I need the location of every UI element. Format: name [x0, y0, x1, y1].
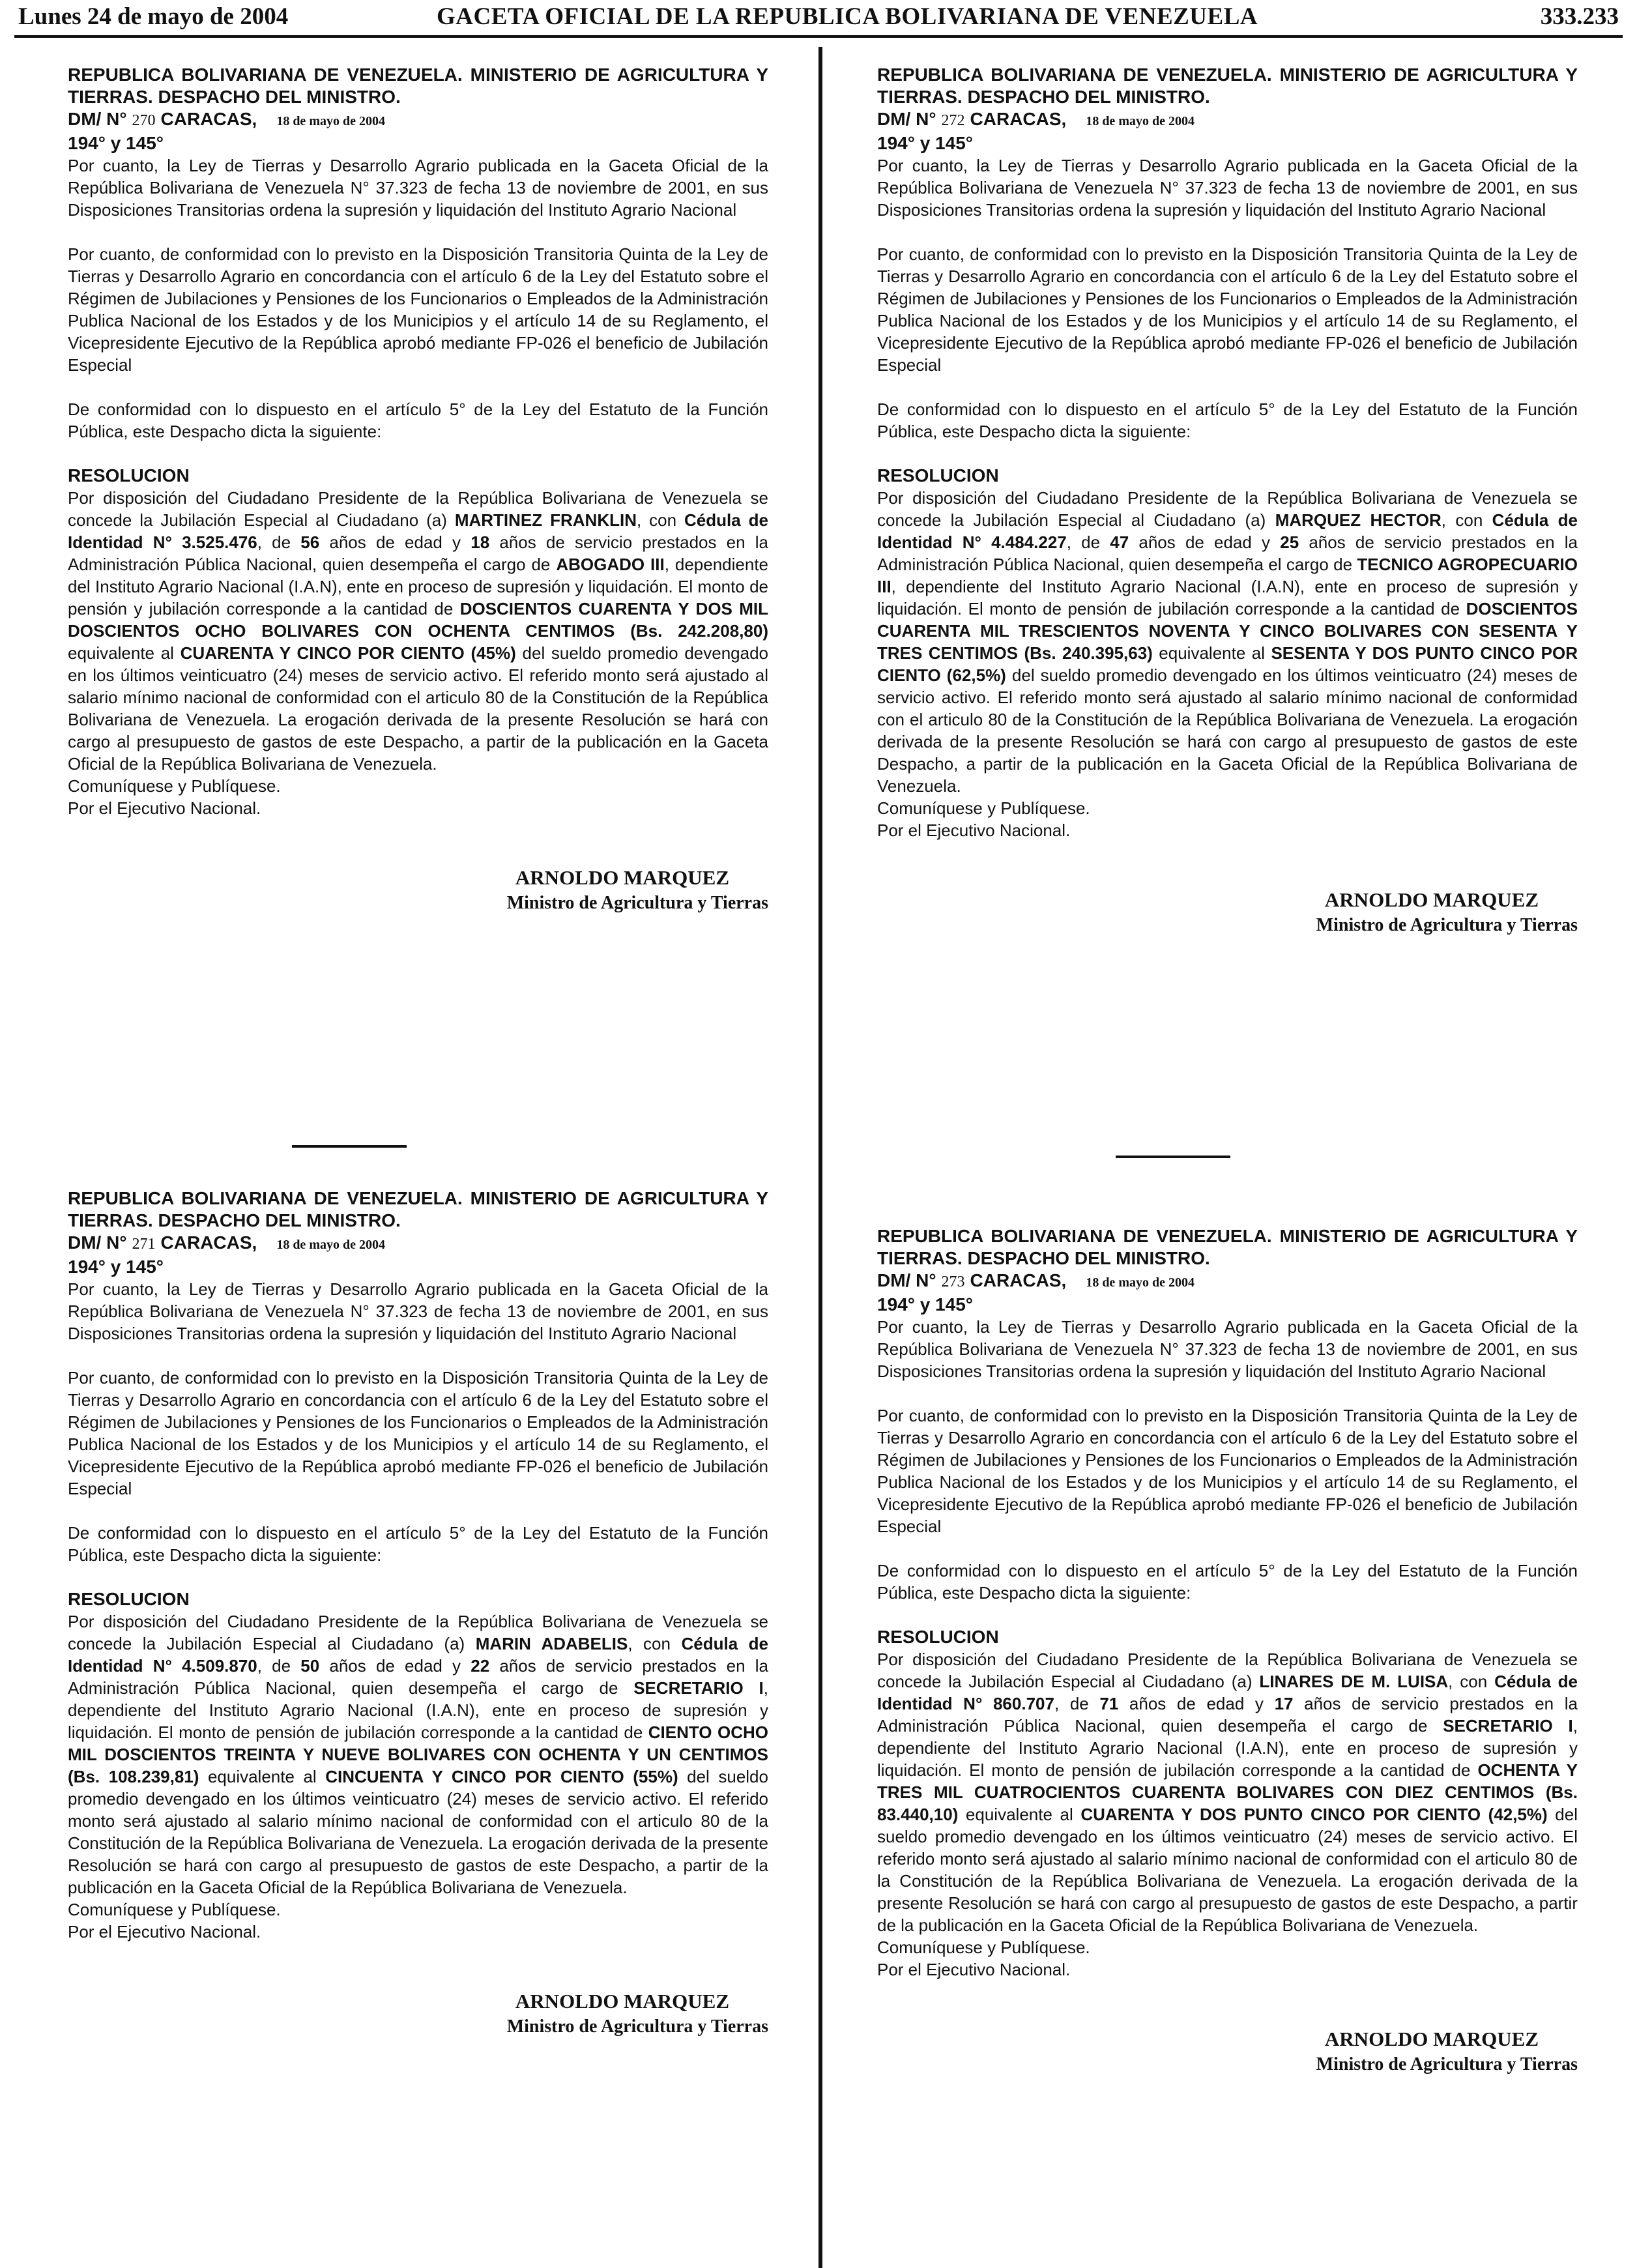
body-text: , con: [1448, 1672, 1495, 1691]
comuniquese-line: Comuníquese y Publíquese.: [877, 1938, 1090, 1957]
resolution-number: 273: [941, 1273, 965, 1290]
signer-role: Ministro de Agricultura y Tierras: [1316, 2054, 1578, 2074]
emphasis-text: Cédula de Identidad N° 860.707: [877, 1672, 1578, 1713]
signer-name: ARNOLDO MARQUEZ: [515, 1990, 729, 2013]
body-text: años de edad y: [1118, 1694, 1275, 1713]
body-text: años de servicio prestados en la Administración Pública Nacional, quien desempeña el cargo de: [877, 1694, 1578, 1736]
body-text: , de: [1066, 532, 1110, 552]
body-text: años de servicio prestados en la Administración Pública Nacional, quien desempeña el cargo de: [68, 1656, 769, 1698]
city-label: CARACAS,: [160, 1232, 257, 1253]
resolution-body: [877, 1648, 1578, 1936]
body-text: del sueldo promedio devengado en los últimos veinticuatro (24) meses de servicio activo. El referido monto será ajustado al salario mínimo nacional de conformidad con el articulo 80 de la Constitución de la República Bolivariana de Venezuela. La erogación derivada de la presente Resolución se hará con cargo al presupuesto de gastos de este Despacho, a partir de la publicación en la Gaceta Oficial de la República Bolivariana de Venezuela.: [68, 643, 769, 774]
considerando-1: Por cuanto, la Ley de Tierras y Desarrollo Agrario publicada en la Gaceta Oficial de la República Bolivariana de Venezuela N° 37.323 de fecha 13 de noviembre de 2001, en sus Disposiciones Transitorias ordena la supresión y liquidación del Instituto Agrario Nacional: [68, 1279, 768, 1343]
emphasis-text: CUARENTA Y CINCO POR CIENTO (45%): [180, 643, 516, 663]
comuniquese-line: Comuníquese y Publíquese.: [68, 776, 281, 796]
resolution-heading: [877, 64, 1578, 132]
page-number: 333.233: [1540, 3, 1619, 30]
separator-rule: [292, 1145, 407, 1148]
body-text: Por disposición del Ciudadano Presidente de la República Bolivariana de Venezuela se concede la Jubilación Especial al Ciudadano (a): [68, 1612, 768, 1653]
emphasis-text: DOSCIENTOS CUARENTA MIL TRESCIENTOS NOVENTA Y CINCO BOLIVARES CON SESENTA Y TRES CENTIMOS (Bs. 240.395,63): [877, 599, 1578, 663]
signer-role: Ministro de Agricultura y Tierras: [506, 2016, 768, 2037]
considerando-1: Por cuanto, la Ley de Tierras y Desarrollo Agrario publicada en la Gaceta Oficial de la República Bolivariana de Venezuela N° 37.323 de fecha 13 de noviembre de 2001, en sus Disposiciones Transitorias ordena la supresión y liquidación del Instituto Agrario Nacional: [877, 1317, 1578, 1381]
heading-text: REPUBLICA BOLIVARIANA DE VENEZUELA. MINISTERIO DE AGRICULTURA Y TIERRAS. DESPACHO DEL MINISTRO.: [68, 1188, 768, 1230]
body-text: Por disposición del Ciudadano Presidente de la República Bolivariana de Venezuela se concede la Jubilación Especial al Ciudadano (a): [68, 488, 768, 530]
dm-label: DM/ N°: [68, 109, 127, 129]
body-text: , dependiente del Instituto Agrario Nacional (I.A.N), ente en proceso de supresión y liquidación. El monto de pensión de jubilación corresponde a la cantidad de: [877, 1716, 1578, 1780]
emphasis-text: 50: [300, 1656, 320, 1676]
gazette-title: GACETA OFICIAL DE LA REPUBLICA BOLIVARIANA DE VENEZUELA: [437, 3, 1258, 30]
comuniquese-line: Comuníquese y Publíquese.: [877, 798, 1090, 818]
resolution-number: 272: [941, 112, 965, 129]
body-text: años de edad y: [1129, 532, 1281, 552]
body-text: años de edad y: [319, 532, 471, 552]
dm-label: DM/ N°: [877, 109, 936, 129]
heading-text: REPUBLICA BOLIVARIANA DE VENEZUELA. MINISTERIO DE AGRICULTURA Y TIERRAS. DESPACHO DEL MINISTRO.: [877, 65, 1578, 107]
emphasis-text: MARIN ADABELIS: [475, 1634, 628, 1653]
emphasis-text: SESENTA Y DOS PUNTO CINCO POR CIENTO (62,5%): [877, 643, 1578, 685]
considerando-3: De conformidad con lo dispuesto en el artículo 5° de la Ley del Estatuto de la Función Pública, este Despacho dicta la siguiente:: [877, 400, 1578, 441]
considerando-1: Por cuanto, la Ley de Tierras y Desarrollo Agrario publicada en la Gaceta Oficial de la República Bolivariana de Venezuela N° 37.323 de fecha 13 de noviembre de 2001, en sus Disposiciones Transitorias ordena la supresión y liquidación del Instituto Agrario Nacional: [68, 156, 768, 220]
body-text: Por disposición del Ciudadano Presidente de la República Bolivariana de Venezuela se concede la Jubilación Especial al Ciudadano (a): [877, 1650, 1578, 1691]
resolution-label: RESOLUCION: [877, 465, 999, 486]
signer-role: Ministro de Agricultura y Tierras: [506, 893, 768, 913]
ejecutivo-line: Por el Ejecutivo Nacional.: [68, 798, 261, 818]
resolution-date: 18 de mayo de 2004: [1086, 114, 1195, 128]
emphasis-text: TECNICO AGROPECUARIO III: [877, 555, 1578, 596]
dm-label: DM/ N°: [877, 1270, 936, 1290]
body-text: años de servicio prestados en la Administración Pública Nacional, quien desempeña el cargo de: [877, 532, 1578, 574]
resolution-number: 271: [132, 1236, 156, 1253]
emphasis-text: MARQUEZ HECTOR: [1275, 510, 1441, 530]
comuniquese-line: Comuníquese y Publíquese.: [68, 1900, 281, 1919]
emphasis-text: 17: [1274, 1694, 1294, 1713]
resolution-number: 270: [132, 112, 156, 129]
emphasis-text: Cédula de Identidad N° 4.484.227: [877, 510, 1578, 552]
resolution-heading: [877, 1225, 1578, 1294]
emphasis-text: CINCUENTA Y CINCO POR CIENTO (55%): [325, 1767, 678, 1786]
city-label: CARACAS,: [160, 109, 257, 129]
signer-name: ARNOLDO MARQUEZ: [1324, 2028, 1539, 2050]
gazette-header: [14, 0, 1623, 38]
emphasis-text: SECRETARIO I: [633, 1678, 764, 1698]
signature-block: [68, 865, 768, 916]
ejecutivo-line: Por el Ejecutivo Nacional.: [877, 821, 1071, 840]
considerando-3: De conformidad con lo dispuesto en el artículo 5° de la Ley del Estatuto de la Función Pública, este Despacho dicta la siguiente:: [877, 1561, 1578, 1603]
body-text: años de servicio prestados en la Administración Pública Nacional, quien desempeña el cargo de: [68, 532, 769, 574]
resolution-270: [68, 64, 768, 916]
resolution-body: [68, 1610, 768, 1898]
body-text: años de edad y: [319, 1656, 471, 1676]
body-text: , de: [1054, 1694, 1100, 1713]
body-text: , dependiente del Instituto Agrario Nacional (I.A.N), ente en proceso de supresión y liquidación. El monto de pensión de jubilación corresponde a la cantidad de: [68, 1678, 769, 1742]
emphasis-text: OCHENTA Y TRES MIL CUATROCIENTOS CUARENTA BOLIVARES CON DIEZ CENTIMOS (Bs. 83.440,10): [877, 1760, 1578, 1824]
emphasis-text: Cédula de Identidad N° 3.525.476: [68, 510, 769, 552]
emphasis-text: 25: [1280, 532, 1299, 552]
body-text: , de: [257, 1656, 301, 1676]
column-divider: [818, 47, 822, 2268]
years-line: 194° y 145°: [877, 133, 973, 153]
signature-block: [68, 1988, 768, 2039]
resolution-272: [877, 64, 1578, 938]
body-text: , con: [1441, 510, 1492, 530]
heading-text: REPUBLICA BOLIVARIANA DE VENEZUELA. MINISTERIO DE AGRICULTURA Y TIERRAS. DESPACHO DEL MINISTRO.: [68, 65, 768, 107]
signature-block: [877, 2026, 1578, 2077]
resolution-date: 18 de mayo de 2004: [276, 1238, 385, 1252]
emphasis-text: 22: [471, 1656, 490, 1676]
resolution-heading: [68, 1187, 768, 1256]
emphasis-text: MARTINEZ FRANKLIN: [454, 510, 637, 530]
city-label: CARACAS,: [970, 109, 1067, 129]
emphasis-text: 56: [300, 532, 320, 552]
ejecutivo-line: Por el Ejecutivo Nacional.: [68, 1922, 261, 1941]
emphasis-text: 18: [471, 532, 490, 552]
body-text: del sueldo promedio devengado en los últimos veinticuatro (24) meses de servicio activo. El referido monto será ajustado al salario mínimo nacional de conformidad con el articulo 80 de la Constitución de la República Bolivariana de Venezuela. La erogación derivada de la presente Resolución se hará con cargo al presupuesto de gastos de este Despacho, a partir de la publicación en la Gaceta Oficial de la República Bolivariana de Venezuela.: [877, 665, 1578, 796]
resolution-label: RESOLUCION: [68, 1589, 190, 1609]
years-line: 194° y 145°: [68, 133, 164, 153]
resolution-273: [877, 1225, 1578, 2077]
issue-date: Lunes 24 de mayo de 2004: [18, 3, 289, 30]
considerando-3: De conformidad con lo dispuesto en el artículo 5° de la Ley del Estatuto de la Función Pública, este Despacho dicta la siguiente:: [68, 1523, 768, 1565]
body-text: equivalente al: [199, 1767, 326, 1786]
signer-name: ARNOLDO MARQUEZ: [515, 866, 729, 889]
considerando-2: Por cuanto, de conformidad con lo previsto en la Disposición Transitoria Quinta de la Ley de Tierras y Desarrollo Agrario en concordancia con el artículo 6 de la Ley del Estatuto sobre el Régimen de Jubilaciones y Pensiones de los Funcionarios o Empleados de la Administración Publica Nacional de los Estados y de los Municipios y el artículo 14 de su Reglamento, el Vicepresidente Ejecutivo de la República aprobó mediante FP-026 el beneficio de Jubilación Especial: [877, 1406, 1578, 1536]
body-text: equivalente al: [958, 1805, 1081, 1824]
signer-name: ARNOLDO MARQUEZ: [1324, 888, 1539, 911]
ejecutivo-line: Por el Ejecutivo Nacional.: [877, 1960, 1071, 1979]
signature-block: [877, 887, 1578, 938]
emphasis-text: 47: [1110, 532, 1129, 552]
emphasis-text: 71: [1099, 1694, 1119, 1713]
body-text: del sueldo promedio devengado en los últimos veinticuatro (24) meses de servicio activo. El referido monto será ajustado al salario mínimo nacional de conformidad con el articulo 80 de la Constitución de la República Bolivariana de Venezuela. La erogación derivada de la presente Resolución se hará con cargo al presupuesto de gastos de este Despacho, a partir de la publicación en la Gaceta Oficial de la República Bolivariana de Venezuela.: [877, 1805, 1578, 1935]
heading-text: REPUBLICA BOLIVARIANA DE VENEZUELA. MINISTERIO DE AGRICULTURA Y TIERRAS. DESPACHO DEL MINISTRO.: [877, 1226, 1578, 1268]
emphasis-text: SECRETARIO I: [1443, 1716, 1573, 1736]
resolution-271: [68, 1187, 768, 2039]
body-text: equivalente al: [68, 643, 181, 663]
considerando-2: Por cuanto, de conformidad con lo previsto en la Disposición Transitoria Quinta de la Ley de Tierras y Desarrollo Agrario en concordancia con el artículo 6 de la Ley del Estatuto sobre el Régimen de Jubilaciones y Pensiones de los Funcionarios o Empleados de la Administración Publica Nacional de los Estados y de los Municipios y el artículo 14 de su Reglamento, el Vicepresidente Ejecutivo de la República aprobó mediante FP-026 el beneficio de Jubilación Especial: [68, 1368, 768, 1498]
body-text: , dependiente del Instituto Agrario Nacional (I.A.N), ente en proceso de supresión y liquidación. El monto de pensión de jubilación corresponde a la cantidad de: [877, 577, 1578, 618]
city-label: CARACAS,: [970, 1270, 1067, 1290]
resolution-label: RESOLUCION: [68, 465, 190, 486]
body-text: Por disposición del Ciudadano Presidente de la República Bolivariana de Venezuela se concede la Jubilación Especial al Ciudadano (a): [877, 488, 1578, 530]
signer-role: Ministro de Agricultura y Tierras: [1316, 915, 1578, 935]
resolution-body: [877, 487, 1578, 797]
emphasis-text: DOSCIENTOS CUARENTA Y DOS MIL DOSCIENTOS OCHO BOLIVARES CON OCHENTA CENTIMOS (Bs. 242.208,80): [68, 599, 768, 641]
considerando-2: Por cuanto, de conformidad con lo previsto en la Disposición Transitoria Quinta de la Ley de Tierras y Desarrollo Agrario en concordancia con el artículo 6 de la Ley del Estatuto sobre el Régimen de Jubilaciones y Pensiones de los Funcionarios o Empleados de la Administración Publica Nacional de los Estados y de los Municipios y el artículo 14 de su Reglamento, el Vicepresidente Ejecutivo de la República aprobó mediante FP-026 el beneficio de Jubilación Especial: [877, 244, 1578, 375]
separator-rule: [1116, 1156, 1230, 1158]
body-text: del sueldo promedio devengado en los últimos veinticuatro (24) meses de servicio activo. El referido monto será ajustado al salario mínimo nacional de conformidad con el articulo 80 de la Constitución de la República Bolivariana de Venezuela. La erogación derivada de la presente Resolución se hará con cargo al presupuesto de gastos de este Despacho, a partir de la publicación en la Gaceta Oficial de la República Bolivariana de Venezuela.: [68, 1767, 768, 1897]
considerando-2: Por cuanto, de conformidad con lo previsto en la Disposición Transitoria Quinta de la Ley de Tierras y Desarrollo Agrario en concordancia con el artículo 6 de la Ley del Estatuto sobre el Régimen de Jubilaciones y Pensiones de los Funcionarios o Empleados de la Administración Publica Nacional de los Estados y de los Municipios y el artículo 14 de su Reglamento, el Vicepresidente Ejecutivo de la República aprobó mediante FP-026 el beneficio de Jubilación Especial: [68, 244, 768, 375]
years-line: 194° y 145°: [877, 1294, 973, 1315]
considerando-3: De conformidad con lo dispuesto en el artículo 5° de la Ley del Estatuto de la Función Pública, este Despacho dicta la siguiente:: [68, 400, 768, 441]
considerando-1: Por cuanto, la Ley de Tierras y Desarrollo Agrario publicada en la Gaceta Oficial de la República Bolivariana de Venezuela N° 37.323 de fecha 13 de noviembre de 2001, en sus Disposiciones Transitorias ordena la supresión y liquidación del Instituto Agrario Nacional: [877, 156, 1578, 220]
resolution-date: 18 de mayo de 2004: [1086, 1275, 1195, 1290]
resolution-label: RESOLUCION: [877, 1627, 999, 1647]
body-text: , con: [628, 1634, 682, 1653]
resolution-body: [68, 487, 768, 775]
body-text: , dependiente del Instituto Agrario Nacional (I.A.N), ente en proceso de supresión y liquidación. El monto de pensión y jubilación corresponde a la cantidad de: [68, 555, 769, 618]
resolution-date: 18 de mayo de 2004: [276, 114, 385, 128]
emphasis-text: LINARES DE M. LUISA: [1259, 1672, 1449, 1691]
emphasis-text: ABOGADO III: [556, 555, 665, 574]
emphasis-text: Cédula de Identidad N° 4.509.870: [68, 1634, 769, 1676]
dm-label: DM/ N°: [68, 1232, 127, 1253]
resolution-heading: [68, 64, 768, 132]
body-text: equivalente al: [1152, 643, 1271, 663]
emphasis-text: CIENTO OCHO MIL DOSCIENTOS TREINTA Y NUEVE BOLIVARES CON OCHENTA Y UN CENTIMOS (Bs. 108.239,81): [68, 1723, 768, 1786]
body-text: , con: [636, 510, 685, 530]
emphasis-text: CUARENTA Y DOS PUNTO CINCO POR CIENTO (42,5%): [1080, 1805, 1548, 1824]
body-text: , de: [257, 532, 301, 552]
years-line: 194° y 145°: [68, 1257, 164, 1277]
